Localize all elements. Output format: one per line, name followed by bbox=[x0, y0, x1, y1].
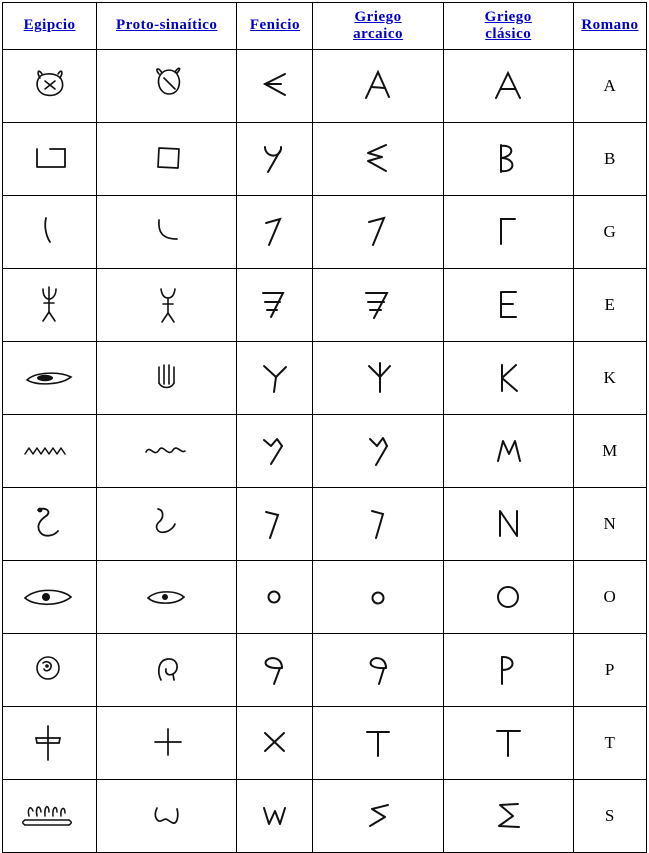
nun-phoenician bbox=[237, 488, 313, 561]
omicron-archaic bbox=[313, 561, 443, 634]
table-row bbox=[3, 488, 647, 561]
alpha-archaic bbox=[313, 50, 443, 123]
roman-letter-cell bbox=[573, 123, 646, 196]
hand-palm-proto bbox=[97, 342, 237, 415]
roman-letter-cell bbox=[573, 780, 646, 853]
resh-phoenician bbox=[237, 634, 313, 707]
alphabet-evolution-table bbox=[2, 2, 647, 853]
head-hieroglyph bbox=[3, 634, 97, 707]
rho-classical bbox=[443, 634, 573, 707]
column-header-romano bbox=[573, 3, 646, 50]
mem-phoenician bbox=[237, 415, 313, 488]
column-header-griego-clasico-line1: Griego bbox=[484, 8, 532, 25]
man-arms-raised-proto bbox=[97, 269, 237, 342]
gamma-classical bbox=[443, 196, 573, 269]
column-header-egipcio-line1: Egipcio bbox=[23, 17, 76, 34]
column-header-fenicio bbox=[237, 3, 313, 50]
mu-classical bbox=[443, 415, 573, 488]
roman-letter: T bbox=[604, 733, 616, 752]
roman-letter-cell bbox=[573, 488, 646, 561]
column-header-egipcio bbox=[3, 3, 97, 50]
water-wave-proto bbox=[97, 415, 237, 488]
palm-hieroglyph bbox=[3, 342, 97, 415]
table-row bbox=[3, 342, 647, 415]
table-row bbox=[3, 707, 647, 780]
column-header-griego-clasico-line2: clásico bbox=[485, 26, 532, 42]
roman-letter-cell bbox=[573, 50, 646, 123]
column-header-romano-line1: Romano bbox=[581, 17, 639, 34]
roman-letter: B bbox=[603, 149, 616, 168]
column-header-proto-sinaitico-line1: Proto-sinaítico bbox=[116, 17, 218, 34]
column-header-griego-arcaico-line1: Griego bbox=[354, 8, 402, 25]
table-row bbox=[3, 561, 647, 634]
roman-letter-cell bbox=[573, 415, 646, 488]
serpent-proto bbox=[97, 488, 237, 561]
epsilon-classical bbox=[443, 269, 573, 342]
tau-archaic bbox=[313, 707, 443, 780]
eye-hieroglyph bbox=[3, 561, 97, 634]
papyrus-bundle-hieroglyph bbox=[3, 780, 97, 853]
aleph-phoenician bbox=[237, 50, 313, 123]
house-square-proto bbox=[97, 123, 237, 196]
column-header-griego-arcaico-line2: arcaico bbox=[353, 26, 403, 42]
roman-letter-cell bbox=[573, 269, 646, 342]
ayin-phoenician bbox=[237, 561, 313, 634]
roman-letter: A bbox=[603, 76, 617, 95]
table-row bbox=[3, 415, 647, 488]
man-praying-hieroglyph bbox=[3, 269, 97, 342]
ox-head-hieroglyph bbox=[3, 50, 97, 123]
ox-head-proto bbox=[97, 50, 237, 123]
rho-archaic bbox=[313, 634, 443, 707]
beta-archaic bbox=[313, 123, 443, 196]
table-row bbox=[3, 123, 647, 196]
gamma-archaic bbox=[313, 196, 443, 269]
epsilon-archaic bbox=[313, 269, 443, 342]
tau-classical bbox=[443, 707, 573, 780]
roman-letter: E bbox=[604, 295, 616, 314]
snake-hieroglyph bbox=[3, 488, 97, 561]
kappa-archaic bbox=[313, 342, 443, 415]
sigma-archaic bbox=[313, 780, 443, 853]
roman-letter-cell bbox=[573, 707, 646, 780]
house-plan-hieroglyph bbox=[3, 123, 97, 196]
roman-letter-cell bbox=[573, 634, 646, 707]
cross-proto bbox=[97, 707, 237, 780]
he-phoenician bbox=[237, 269, 313, 342]
nu-archaic bbox=[313, 488, 443, 561]
roman-letter: G bbox=[603, 222, 617, 241]
table-row bbox=[3, 269, 647, 342]
sigma-classical bbox=[443, 780, 573, 853]
throwstick-hieroglyph bbox=[3, 196, 97, 269]
header-row bbox=[3, 3, 647, 50]
water-ripple-hieroglyph bbox=[3, 415, 97, 488]
column-header-proto-sinaitico bbox=[97, 3, 237, 50]
table-row bbox=[3, 634, 647, 707]
column-header-griego-clasico bbox=[443, 3, 573, 50]
column-header-fenicio-line1: Fenicio bbox=[249, 17, 300, 34]
table-header bbox=[3, 3, 647, 50]
beth-phoenician bbox=[237, 123, 313, 196]
table-row bbox=[3, 196, 647, 269]
roman-letter: N bbox=[603, 514, 617, 533]
eye-proto bbox=[97, 561, 237, 634]
alpha-classical bbox=[443, 50, 573, 123]
mu-archaic bbox=[313, 415, 443, 488]
roman-letter-cell bbox=[573, 342, 646, 415]
nu-classical bbox=[443, 488, 573, 561]
taw-phoenician bbox=[237, 707, 313, 780]
alphabet-evolution-sheet bbox=[0, 2, 649, 852]
corner-proto bbox=[97, 196, 237, 269]
roman-letter: O bbox=[603, 587, 617, 606]
kappa-classical bbox=[443, 342, 573, 415]
roman-letter: K bbox=[603, 368, 617, 387]
table-row bbox=[3, 50, 647, 123]
roman-letter-cell bbox=[573, 561, 646, 634]
cross-mark-hieroglyph bbox=[3, 707, 97, 780]
column-header-griego-arcaico bbox=[313, 3, 443, 50]
roman-letter: S bbox=[604, 806, 615, 825]
head-profile-proto bbox=[97, 634, 237, 707]
table-body bbox=[3, 50, 647, 853]
omicron-classical bbox=[443, 561, 573, 634]
bow-proto bbox=[97, 780, 237, 853]
kaph-phoenician bbox=[237, 342, 313, 415]
gimel-phoenician bbox=[237, 196, 313, 269]
shin-phoenician bbox=[237, 780, 313, 853]
table-row bbox=[3, 780, 647, 853]
beta-classical bbox=[443, 123, 573, 196]
roman-letter: M bbox=[602, 441, 618, 460]
roman-letter: P bbox=[604, 660, 615, 679]
roman-letter-cell bbox=[573, 196, 646, 269]
